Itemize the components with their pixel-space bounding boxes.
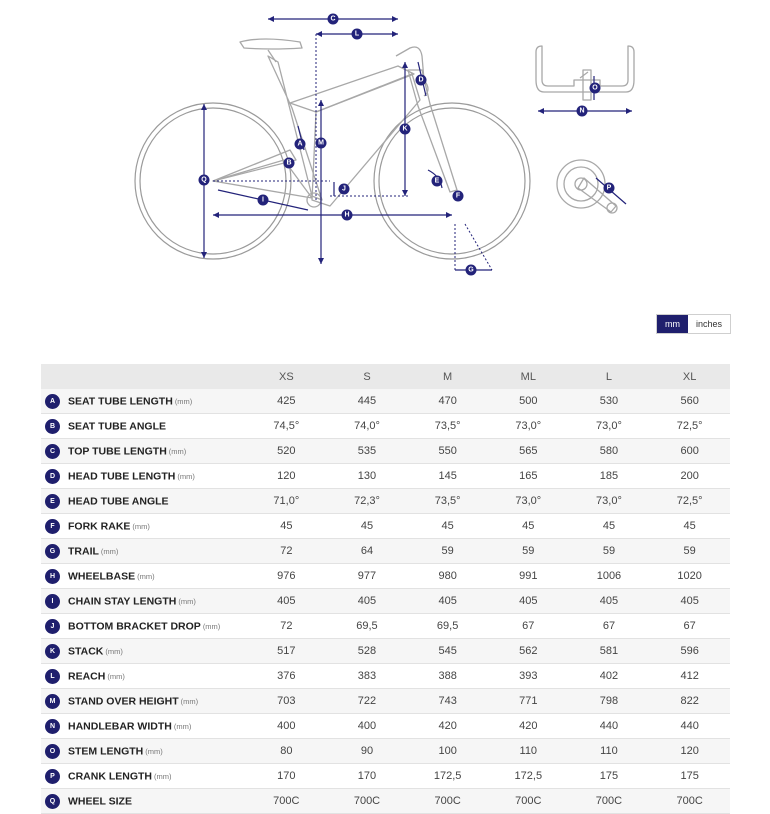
unit-inches-button[interactable]: inches xyxy=(688,315,730,333)
table-cell: 376 xyxy=(246,664,327,689)
row-label-cell xyxy=(41,789,246,814)
letter-badge: F xyxy=(45,519,60,534)
row-label: STAND OVER HEIGHT xyxy=(68,695,179,707)
size-header: XL xyxy=(649,364,730,389)
table-cell: 405 xyxy=(569,589,650,614)
row-label-cell xyxy=(41,639,246,664)
row-label: SEAT TUBE LENGTH xyxy=(68,395,173,407)
letter-badge: I xyxy=(45,594,60,609)
row-label: CRANK LENGTH xyxy=(68,770,152,782)
table-cell: 565 xyxy=(488,439,569,464)
table-cell: 1006 xyxy=(569,564,650,589)
table-row xyxy=(41,614,730,639)
header-label-cell xyxy=(41,364,246,389)
table-cell: 420 xyxy=(407,714,488,739)
table-cell: 172,5 xyxy=(488,764,569,789)
table-cell: 402 xyxy=(569,664,650,689)
table-cell: 145 xyxy=(407,464,488,489)
table-cell: 45 xyxy=(407,514,488,539)
row-label-cell xyxy=(41,689,246,714)
crank-inset xyxy=(557,160,626,213)
row-unit: (mm) xyxy=(177,471,195,481)
row-label: BOTTOM BRACKET DROP xyxy=(68,620,201,632)
row-label: HEAD TUBE ANGLE xyxy=(68,495,169,507)
table-cell: 45 xyxy=(246,514,327,539)
row-unit: (mm) xyxy=(107,671,125,681)
table-cell: 425 xyxy=(246,389,327,414)
table-cell: 172,5 xyxy=(407,764,488,789)
unit-toggle[interactable] xyxy=(656,314,731,334)
svg-text:N: N xyxy=(579,107,585,115)
table-cell: 170 xyxy=(246,764,327,789)
row-unit: (mm) xyxy=(174,396,193,406)
table-cell: 72,5° xyxy=(649,414,730,439)
letter-badge: J xyxy=(45,619,60,634)
table-cell: 412 xyxy=(649,664,730,689)
table-cell: 388 xyxy=(407,664,488,689)
size-header: L xyxy=(569,364,650,389)
letter-badge: G xyxy=(45,544,60,559)
table-row xyxy=(41,564,730,589)
table-cell: 67 xyxy=(488,614,569,639)
table-cell: 771 xyxy=(488,689,569,714)
table-cell: 580 xyxy=(569,439,650,464)
table-cell: 440 xyxy=(569,714,650,739)
table-cell: 100 xyxy=(407,739,488,764)
table-cell: 72 xyxy=(246,614,327,639)
bike-frame xyxy=(213,39,457,207)
svg-text:A: A xyxy=(297,140,303,148)
table-cell: 445 xyxy=(327,389,408,414)
table-cell: 73,0° xyxy=(569,489,650,514)
svg-text:Q: Q xyxy=(201,176,207,184)
table-cell: 393 xyxy=(488,664,569,689)
table-row xyxy=(41,739,730,764)
row-unit: (mm) xyxy=(173,721,192,731)
table-cell: 383 xyxy=(327,664,408,689)
table-row xyxy=(41,689,730,714)
table-cell: 405 xyxy=(488,589,569,614)
letter-badge: M xyxy=(45,694,60,709)
table-row xyxy=(41,439,730,464)
row-unit: (mm) xyxy=(168,446,187,456)
table-cell: 59 xyxy=(488,539,569,564)
table-cell: 400 xyxy=(246,714,327,739)
handlebar-inset xyxy=(536,46,634,117)
row-label-cell xyxy=(41,539,246,564)
table-cell: 175 xyxy=(569,764,650,789)
table-cell: 405 xyxy=(649,589,730,614)
letter-badge: H xyxy=(45,569,60,584)
table-cell: 700C xyxy=(649,789,730,814)
svg-text:I: I xyxy=(262,196,264,204)
row-label: TOP TUBE LENGTH xyxy=(68,445,167,457)
row-label-cell xyxy=(41,489,246,514)
table-cell: 405 xyxy=(246,589,327,614)
table-cell: 73,5° xyxy=(407,414,488,439)
table-cell: 185 xyxy=(569,464,650,489)
table-cell: 700C xyxy=(407,789,488,814)
table-row xyxy=(41,464,730,489)
table-cell: 170 xyxy=(327,764,408,789)
table-cell: 73,0° xyxy=(488,414,569,439)
svg-text:O: O xyxy=(592,84,598,92)
table-cell: 977 xyxy=(327,564,408,589)
row-unit: (mm) xyxy=(180,696,199,706)
table-cell: 550 xyxy=(407,439,488,464)
svg-text:L: L xyxy=(354,30,360,38)
table-row xyxy=(41,764,730,789)
row-label-cell xyxy=(41,714,246,739)
row-label: CHAIN STAY LENGTH xyxy=(68,595,177,607)
letter-badge: A xyxy=(45,394,60,409)
row-label-cell xyxy=(41,414,246,439)
table-cell: 700C xyxy=(488,789,569,814)
table-cell: 110 xyxy=(569,739,650,764)
table-row xyxy=(41,389,730,414)
table-cell: 722 xyxy=(327,689,408,714)
table-cell: 71,0° xyxy=(246,489,327,514)
table-cell: 517 xyxy=(246,639,327,664)
row-label-cell xyxy=(41,389,246,414)
svg-text:B: B xyxy=(286,159,292,167)
table-header-row xyxy=(41,364,730,389)
table-cell: 976 xyxy=(246,564,327,589)
row-unit: (mm) xyxy=(132,521,150,531)
table-cell: 73,5° xyxy=(407,489,488,514)
table-cell: 440 xyxy=(649,714,730,739)
letter-badge: O xyxy=(45,744,60,759)
row-label: REACH xyxy=(68,670,106,682)
table-cell: 67 xyxy=(649,614,730,639)
table-cell: 500 xyxy=(488,389,569,414)
table-cell: 200 xyxy=(649,464,730,489)
table-cell: 562 xyxy=(488,639,569,664)
geometry-diagram xyxy=(0,0,770,290)
table-cell: 45 xyxy=(569,514,650,539)
svg-text:D: D xyxy=(418,76,424,84)
svg-text:G: G xyxy=(468,266,474,274)
table-row xyxy=(41,539,730,564)
table-cell: 560 xyxy=(649,389,730,414)
table-cell: 73,0° xyxy=(488,489,569,514)
svg-text:M: M xyxy=(318,139,324,147)
table-cell: 520 xyxy=(246,439,327,464)
row-label: WHEELBASE xyxy=(68,570,136,582)
letter-badge: N xyxy=(45,719,60,734)
table-cell: 80 xyxy=(246,739,327,764)
row-label-cell xyxy=(41,739,246,764)
table-row xyxy=(41,714,730,739)
row-unit: (mm) xyxy=(202,621,221,631)
row-label-cell xyxy=(41,764,246,789)
table-cell: 743 xyxy=(407,689,488,714)
table-cell: 73,0° xyxy=(569,414,650,439)
table-cell: 110 xyxy=(488,739,569,764)
table-row xyxy=(41,664,730,689)
table-row xyxy=(41,489,730,514)
svg-text:C: C xyxy=(330,15,336,23)
row-unit: (mm) xyxy=(154,771,172,781)
table-cell: 600 xyxy=(649,439,730,464)
letter-badge: L xyxy=(45,669,60,684)
table-cell: 175 xyxy=(649,764,730,789)
table-cell: 120 xyxy=(649,739,730,764)
row-label: SEAT TUBE ANGLE xyxy=(68,420,167,432)
table-cell: 530 xyxy=(569,389,650,414)
table-cell: 72,5° xyxy=(649,489,730,514)
geometry-table xyxy=(41,364,730,814)
row-label: HEAD TUBE LENGTH xyxy=(68,470,176,482)
row-label-cell xyxy=(41,514,246,539)
letter-badge: D xyxy=(45,469,60,484)
table-cell: 69,5 xyxy=(407,614,488,639)
size-header: S xyxy=(327,364,408,389)
table-cell: 45 xyxy=(327,514,408,539)
row-label: STEM LENGTH xyxy=(68,745,144,757)
row-label: FORK RAKE xyxy=(68,520,131,532)
table-cell: 74,5° xyxy=(246,414,327,439)
size-header: ML xyxy=(488,364,569,389)
size-header: M xyxy=(407,364,488,389)
table-cell: 120 xyxy=(246,464,327,489)
table-cell: 700C xyxy=(569,789,650,814)
table-cell: 165 xyxy=(488,464,569,489)
table-cell: 700C xyxy=(327,789,408,814)
size-header: XS xyxy=(246,364,327,389)
row-unit: (mm) xyxy=(105,646,123,656)
row-label-cell xyxy=(41,439,246,464)
svg-text:J: J xyxy=(342,185,346,193)
row-label-cell xyxy=(41,564,246,589)
table-cell: 535 xyxy=(327,439,408,464)
table-row xyxy=(41,414,730,439)
table-cell: 59 xyxy=(407,539,488,564)
table-cell: 67 xyxy=(569,614,650,639)
table-cell: 59 xyxy=(649,539,730,564)
letter-badge: P xyxy=(45,769,60,784)
letter-badge: Q xyxy=(45,794,60,809)
row-label: STACK xyxy=(68,645,104,657)
row-unit: (mm) xyxy=(137,571,155,581)
table-cell: 1020 xyxy=(649,564,730,589)
table-cell: 420 xyxy=(488,714,569,739)
table-cell: 991 xyxy=(488,564,569,589)
row-label-cell xyxy=(41,664,246,689)
table-cell: 72 xyxy=(246,539,327,564)
table-cell: 45 xyxy=(649,514,730,539)
letter-badge: K xyxy=(45,644,60,659)
table-cell: 90 xyxy=(327,739,408,764)
table-cell: 59 xyxy=(569,539,650,564)
table-cell: 400 xyxy=(327,714,408,739)
table-cell: 528 xyxy=(327,639,408,664)
table-cell: 405 xyxy=(327,589,408,614)
row-unit: (mm) xyxy=(100,546,119,556)
letter-badge: B xyxy=(45,419,60,434)
table-row xyxy=(41,514,730,539)
letter-badge: C xyxy=(45,444,60,459)
table-cell: 798 xyxy=(569,689,650,714)
table-row xyxy=(41,589,730,614)
unit-mm-button[interactable]: mm xyxy=(657,315,688,333)
table-cell: 72,3° xyxy=(327,489,408,514)
row-label: TRAIL xyxy=(68,545,99,557)
table-cell: 64 xyxy=(327,539,408,564)
table-cell: 74,0° xyxy=(327,414,408,439)
row-label-cell xyxy=(41,614,246,639)
row-label: WHEEL SIZE xyxy=(68,795,132,807)
table-cell: 700C xyxy=(246,789,327,814)
row-label: HANDLEBAR WIDTH xyxy=(68,720,172,732)
row-unit: (mm) xyxy=(145,746,163,756)
table-cell: 703 xyxy=(246,689,327,714)
table-cell: 45 xyxy=(488,514,569,539)
table-cell: 69,5 xyxy=(327,614,408,639)
table-cell: 405 xyxy=(407,589,488,614)
table-cell: 822 xyxy=(649,689,730,714)
table-cell: 980 xyxy=(407,564,488,589)
table-row xyxy=(41,639,730,664)
table-cell: 130 xyxy=(327,464,408,489)
svg-text:P: P xyxy=(606,184,612,192)
svg-text:E: E xyxy=(434,177,440,185)
row-unit: (mm) xyxy=(178,596,196,606)
table-row xyxy=(41,789,730,814)
letter-badge: E xyxy=(45,494,60,509)
table-cell: 545 xyxy=(407,639,488,664)
svg-text:H: H xyxy=(344,211,350,219)
svg-text:K: K xyxy=(402,125,408,133)
svg-text:F: F xyxy=(455,192,461,200)
table-cell: 581 xyxy=(569,639,650,664)
table-cell: 470 xyxy=(407,389,488,414)
table-cell: 596 xyxy=(649,639,730,664)
row-label-cell xyxy=(41,589,246,614)
row-label-cell xyxy=(41,464,246,489)
